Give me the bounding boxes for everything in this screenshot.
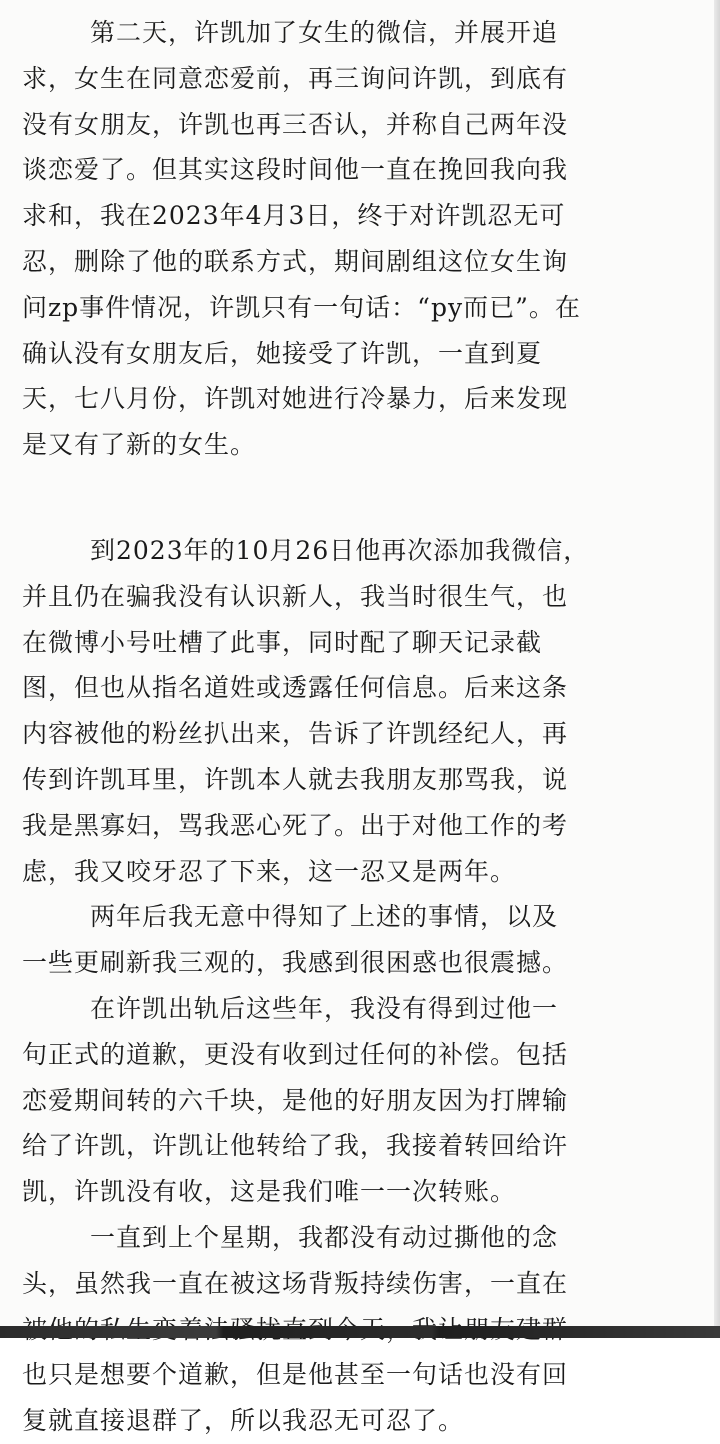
paragraph-1-line-3: 没有女朋友，许凯也再三否认，并称自己两年没 (22, 109, 569, 139)
paragraph-4-line-3: 恋爱期间转的六千块，是他的好朋友因为打牌输 (22, 1085, 569, 1115)
paragraph-3-line-2: 一些更刷新我三观的，我感到很困惑也很震撼。 (22, 948, 569, 978)
paragraph-4-line-1: 在许凯出轨后这些年，我没有得到过他一 (90, 993, 559, 1023)
paragraph-1-line-4: 谈恋爱了。但其实这段时间他一直在挽回我向我 (22, 155, 569, 185)
paragraph-2-line-5: 内容被他的粉丝扒出来，告诉了许凯经纪人，再 (22, 719, 569, 749)
paragraph-5-line-2: 头，虽然我一直在被这场背叛持续伤害，一直在 (22, 1268, 569, 1298)
paragraph-1-line-1: 第二天，许凯加了女生的微信，并展开追 (90, 18, 559, 47)
paragraph-2-line-3: 在微博小号吐槽了此事，同时配了聊天记录截 (22, 627, 543, 657)
paragraph-1-line-9: 天，七八月份，许凯对她进行冷暴力，后来发现 (22, 384, 569, 414)
paragraph-3-line-1: 两年后我无意中得知了上述的事情，以及 (90, 902, 559, 932)
paragraph-2-line-8: 虑，我又咬牙忍了下来，这一忍又是两年。 (22, 856, 517, 886)
paragraph-5-line-5: 复就直接退群了，所以我忍无可忍了。 (22, 1406, 465, 1436)
paragraph-1-line-10: 是又有了新的女生。 (22, 430, 257, 460)
paragraph-1-line-7: 问zp事件情况，许凯只有一句话：“py而已”。在 (22, 292, 581, 322)
paragraph-2-line-4: 图，但也从指名道姓或透露任何信息。后来这条 (22, 673, 569, 703)
paragraph-2-line-2: 并且仍在骗我没有认识新人，我当时很生气，也 (22, 581, 569, 611)
paragraph-4-line-5: 凯，许凯没有收，这是我们唯一一次转账。 (22, 1177, 517, 1207)
paragraph-2-line-7: 我是黑寡妇，骂我恶心死了。出于对他工作的考 (22, 810, 569, 840)
paragraph-2-line-1: 到2023年的10月26日他再次添加我微信， (90, 535, 590, 565)
paragraph-5-line-4: 也只是想要个道歉，但是他甚至一句话也没有回 (22, 1360, 569, 1390)
paragraph-4-line-2: 句正式的道歉，更没有收到过任何的补偿。包括 (22, 1039, 569, 1069)
paragraph-1-line-6: 忍，删除了他的联系方式，期间剧组这位女生询 (22, 246, 569, 276)
paragraph-5-line-1: 一直到上个星期，我都没有动过撕他的念 (90, 1222, 559, 1252)
paragraph-gap (22, 468, 698, 528)
bottom-image-strip (0, 1326, 720, 1338)
paragraph-4-line-4: 给了许凯，许凯让他转给了我，我接着转回给许 (22, 1131, 569, 1161)
paragraph-1-line-8: 确认没有女朋友后，她接受了许凯，一直到夏 (22, 338, 543, 368)
article-body (22, 10, 698, 1444)
paragraph-1-line-2: 求，女生在同意恋爱前，再三询问许凯，到底有 (22, 63, 569, 93)
page-edge-shadow (714, 0, 720, 1326)
paragraph-2-line-6: 传到许凯耳里，许凯本人就去我朋友那骂我，说 (22, 764, 569, 794)
paragraph-1-line-5: 求和，我在2023年4月3日，终于对许凯忍无可 (22, 201, 566, 231)
